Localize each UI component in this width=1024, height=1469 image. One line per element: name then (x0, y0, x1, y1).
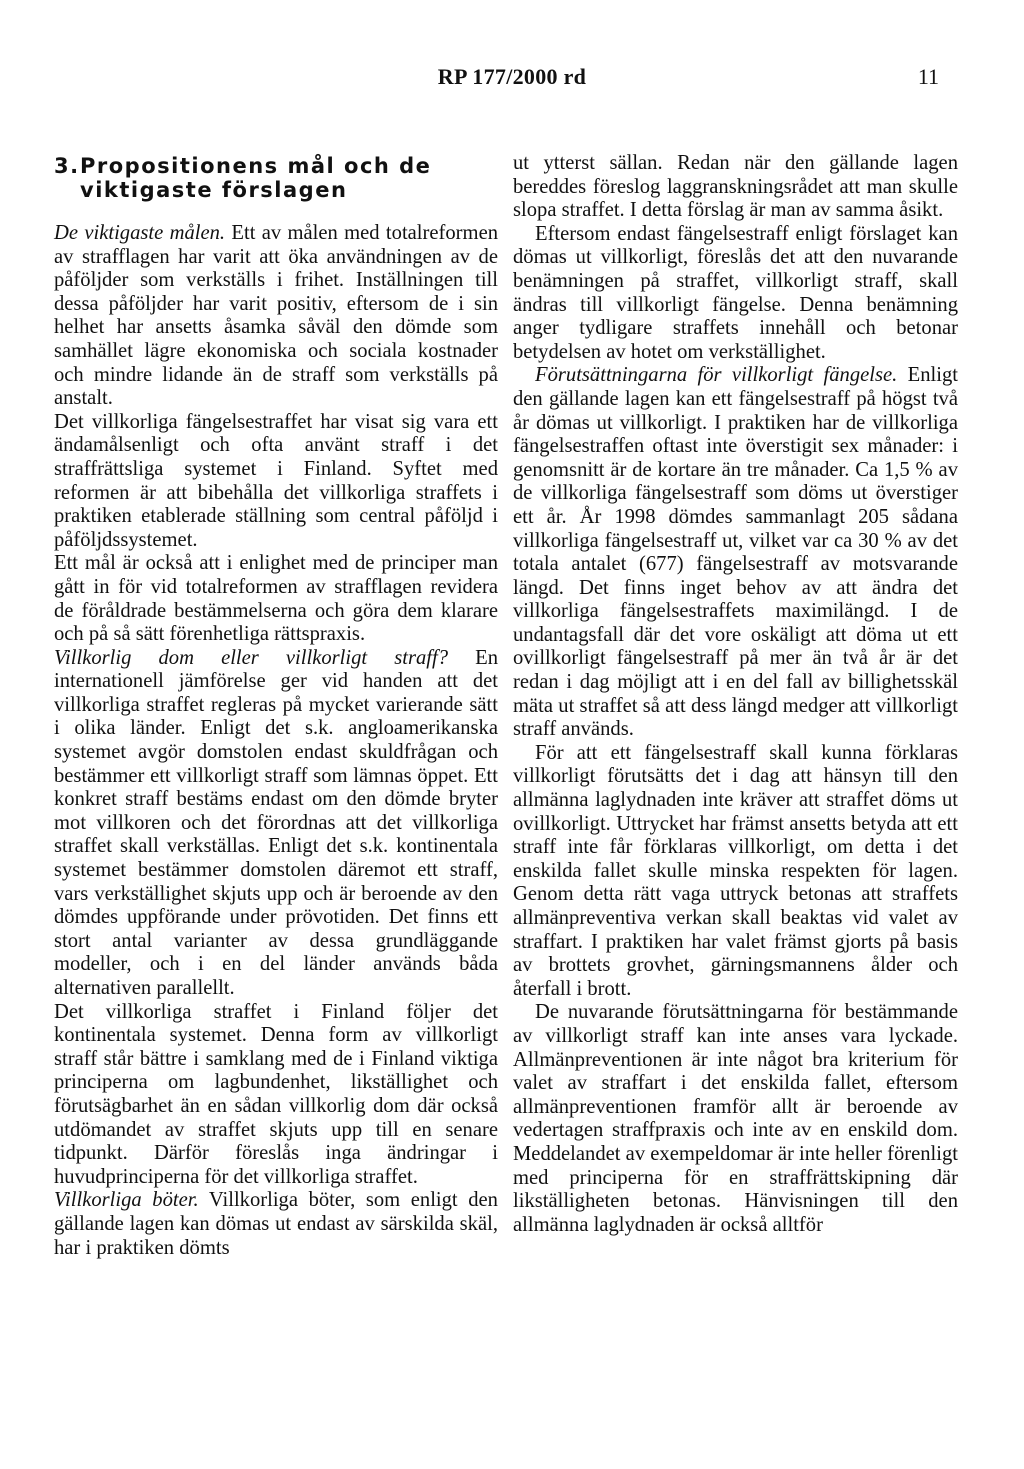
section-title: Propositionens mål och de viktigaste förslagen (80, 154, 432, 202)
page-number: 11 (917, 64, 939, 89)
paragraph (54, 1189, 498, 1260)
paragraph: De nuvarande förutsättningarna för bestämmande av villkorligt straff kan inte anses vara lyckade. Allmänpreventionen är inte något bra kriterium för valet av straffart i det enskilda fallet, eftersom allmänpreventionen framför allt är beroende av vedertagen straffpraxis och inte av en enskild dom. Meddelandet av exempeldomar är inte heller förenligt med principerna för en straffrättskipning där likställigheten betonas. Hänvisningen till den allmänna laglydnaden är också alltför (513, 1001, 958, 1236)
paragraph-body: Ett av målen med totalreformen av strafflagen har varit att öka användningen av de påföljder som verkställs i frihet. Inställningen till dessa påföljder har varit positiv, eftersom de i sin helhet har ansetts åsamka såväl den dömde som samhället lägre ekonomiska och sociala kostnader och mindre lidande än de straff som verkställs på anstalt. (54, 222, 499, 410)
paragraph: ut ytterst sällan. Redan när den gällande lagen bereddes föreslog laggranskningsrådet att man skulle slopa straffet. I detta förslag är man av samma åsikt. (513, 152, 958, 222)
paragraph (54, 222, 498, 411)
paragraph (513, 364, 958, 742)
paragraph: Eftersom endast fängelsestraff enligt förslaget kan dömas ut villkorligt, föreslås det att den nuvarande benämningen på straffet, villkorligt straff, skall ändras till villkorligt fängelse. Denna benämning anger tydligare straffets innehåll och betonar betydelsen av hotet om verkställighet. (513, 222, 958, 363)
paragraph-lead: Förutsättningarna för villkorligt fängelse. (535, 364, 898, 387)
left-column (54, 152, 498, 1260)
paragraph: Ett mål är också att i enlighet med de principer man gått in för vid totalreformen av strafflagen revidera de föråldrade bestämmelserna och göra dem klarare och på så sätt förenhetliga rättspraxis. (54, 552, 498, 646)
paragraph (54, 647, 498, 1001)
paragraph-body: Villkorliga böter, som enligt den gällande lagen kan dömas ut endast av särskilda skäl, har i praktiken dömts (54, 1189, 498, 1259)
paragraph-lead: Villkorlig dom eller villkorligt straff? (54, 646, 449, 669)
document-id: RP 177/2000 rd (437, 64, 587, 89)
paragraph: Det villkorliga straffet i Finland följer det kontinentala systemet. Denna form av villkorligt straff står bättre i samklang med de i Finland viktiga principerna om lagbundenhet, likställighet och förutsägbarhet än en sådan villkorlig dom där också utdömandet av straffet skjuts upp till en senare tidpunkt. Därför föreslås inga ändringar i huvudprinciperna för det villkorliga straffet. (54, 1000, 498, 1188)
paragraph: För att ett fängelsestraff skall kunna förklaras villkorligt förutsätts det i dag att hänsyn till den allmänna laglydnaden inte kräver att straffet döms ut ovillkorligt. Uttrycket har främst ansetts betyda att ett straff inte får förklaras villkorligt, om detta i det enskilda fallet skulle minska respekten för lagen. Genom detta rätt vaga uttryck betonas att straffets allmänpreventiva verkan skall beaktas vid valet av straffart. I praktiken har valet främst gjorts på basis av brottets grovhet, gärningsmannens ålder och återfall i brott. (513, 741, 958, 1000)
page-header (0, 64, 1024, 98)
paragraph-body: En internationell jämförelse ger vid handen att det villkorliga straffet regleras på mycket varierande sätt i olika länder. Enligt det s.k. angloamerikanska systemet avgör domstolen endast skuldfrågan och bestämmer ett villkorligt straff som lämnas öppet. Ett konkret straff bestäms endast om den dömde bryter mot villkoren och det förordnas att det villkorliga straffet skall verkställas. Enligt det s.k. kontinentala systemet bestämmer domstolen däremot ett straff, vars verkställighet skjuts upp och är beroende av den dömdes uppförande under prövotiden. Det finns ett stort antal varianter av dessa grundläggande modeller, och i en del länder används båda alternativen parallellt. (54, 646, 498, 999)
paragraph: Det villkorliga fängelsestraffet har visat sig vara ett ändamålsenligt och ofta använt straff i det straffrättsliga systemet i Finland. Syftet med reformen är att bibehålla det villkorliga straffets i praktiken etablerade ställning som central påföljd i påföljdssystemet. (54, 410, 498, 551)
paragraph-lead: Villkorliga böter. (54, 1189, 199, 1212)
right-column (513, 152, 958, 1237)
paragraph-lead: De viktigaste målen. (54, 222, 226, 244)
section-number: 3. (54, 154, 80, 178)
paragraph-body: Enligt den gällande lagen kan ett fängelsestraff på högst två år dömas ut villkorligt. I praktiken har de villkorliga fängelsestraffen oftast inte överstigit sex månader: i genomsnitt är de kortare än tre månader. Ca 1,5 % av de villkorliga fängelsestraff som döms ut överstiger ett år. År 1998 dömdes sammanlagt 205 sådana villkorliga fängelsestraff ut, vilket var ca 30 % av det totala antalet (677) fängelsestraff av motsvarande längd. Det finns inget behov av att ändra det villkorliga fängelsestraffets maximilängd. I de undantagsfall där det vore oskäligt att döma ut ett ovillkorligt fängelsestraff på mer än två år är det redan i dag möjligt att i en del fall av billighetsskäl mäta ut straffet så att dess längd medger att villkorligt straff används. (513, 364, 958, 741)
section-heading (54, 154, 498, 202)
